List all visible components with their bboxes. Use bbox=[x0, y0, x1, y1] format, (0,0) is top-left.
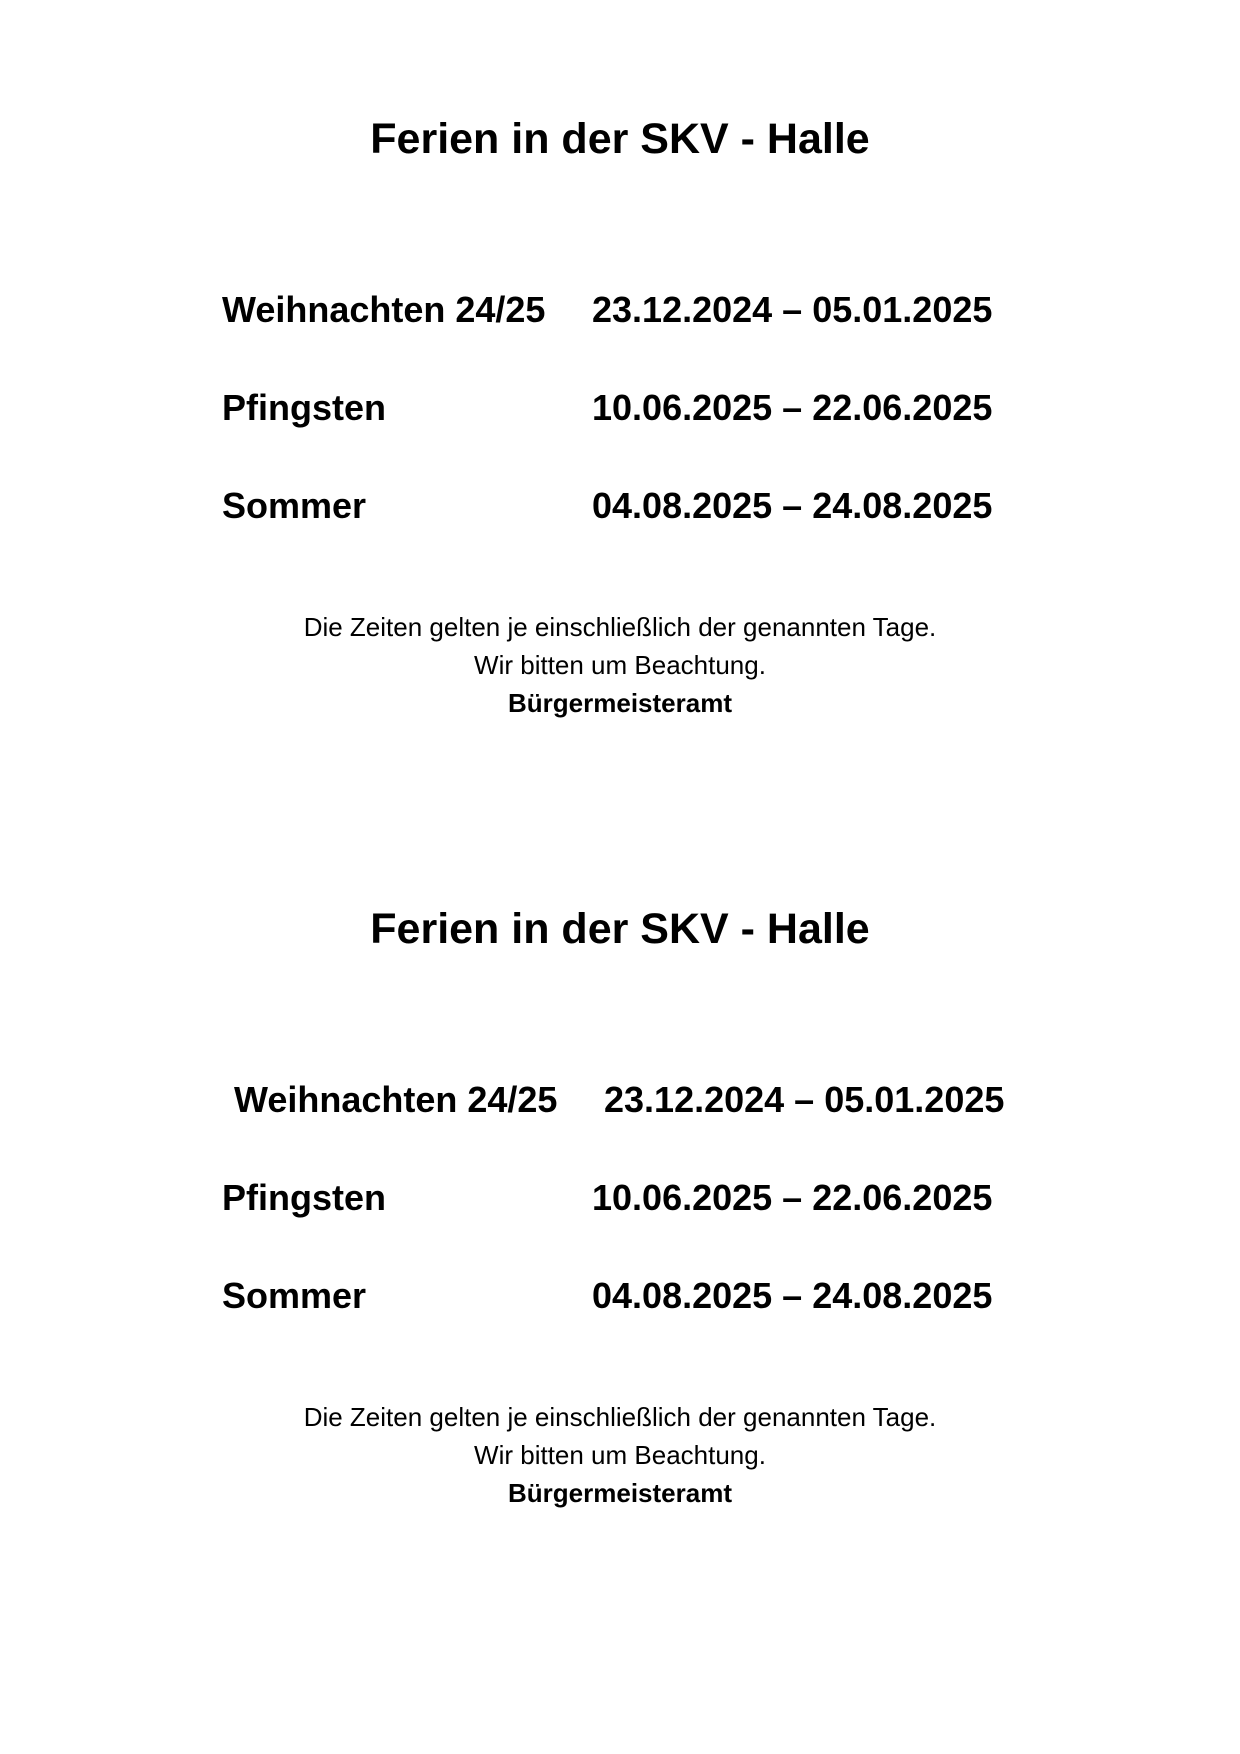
signature: Bürgermeisteramt bbox=[508, 1478, 732, 1508]
notice-title: Ferien in der SKV - Halle bbox=[370, 115, 870, 163]
period-label: Pfingsten bbox=[222, 1177, 387, 1218]
period-label: Sommer bbox=[222, 485, 367, 526]
period-dates: 10.06.2025 – 22.06.2025 bbox=[592, 1177, 993, 1218]
period-dates: 04.08.2025 – 24.08.2025 bbox=[592, 485, 993, 526]
notice-title: Ferien in der SKV - Halle bbox=[370, 905, 870, 953]
period-dates: 04.08.2025 – 24.08.2025 bbox=[592, 1275, 993, 1316]
signature: Bürgermeisteramt bbox=[508, 688, 732, 718]
period-row-pentecost bbox=[0, 383, 1240, 433]
note-inclusive-days: Die Zeiten gelten je einschließlich der genannten Tage. bbox=[303, 1402, 937, 1432]
period-label: Weihnachten 24/25 bbox=[222, 289, 546, 330]
holiday-notice-2 bbox=[0, 790, 1240, 1508]
notice-footer bbox=[0, 608, 1240, 722]
period-row-summer bbox=[0, 481, 1240, 531]
period-label: Pfingsten bbox=[222, 387, 387, 428]
period-dates: 10.06.2025 – 22.06.2025 bbox=[592, 387, 993, 428]
note-request: Wir bitten um Beachtung. bbox=[474, 1440, 766, 1470]
period-label: Sommer bbox=[222, 1275, 367, 1316]
period-row-pentecost bbox=[0, 1173, 1240, 1223]
holiday-notice-1 bbox=[0, 0, 1240, 718]
period-dates: 23.12.2024 – 05.01.2025 bbox=[604, 1079, 1005, 1120]
period-dates: 23.12.2024 – 05.01.2025 bbox=[592, 289, 993, 330]
period-label: Weihnachten 24/25 bbox=[234, 1079, 558, 1120]
period-row-summer bbox=[0, 1271, 1240, 1321]
note-inclusive-days: Die Zeiten gelten je einschließlich der genannten Tage. bbox=[303, 612, 937, 642]
notice-footer bbox=[0, 1398, 1240, 1512]
period-row-christmas bbox=[0, 285, 1240, 335]
note-request: Wir bitten um Beachtung. bbox=[474, 650, 766, 680]
period-row-christmas bbox=[0, 1075, 1240, 1125]
